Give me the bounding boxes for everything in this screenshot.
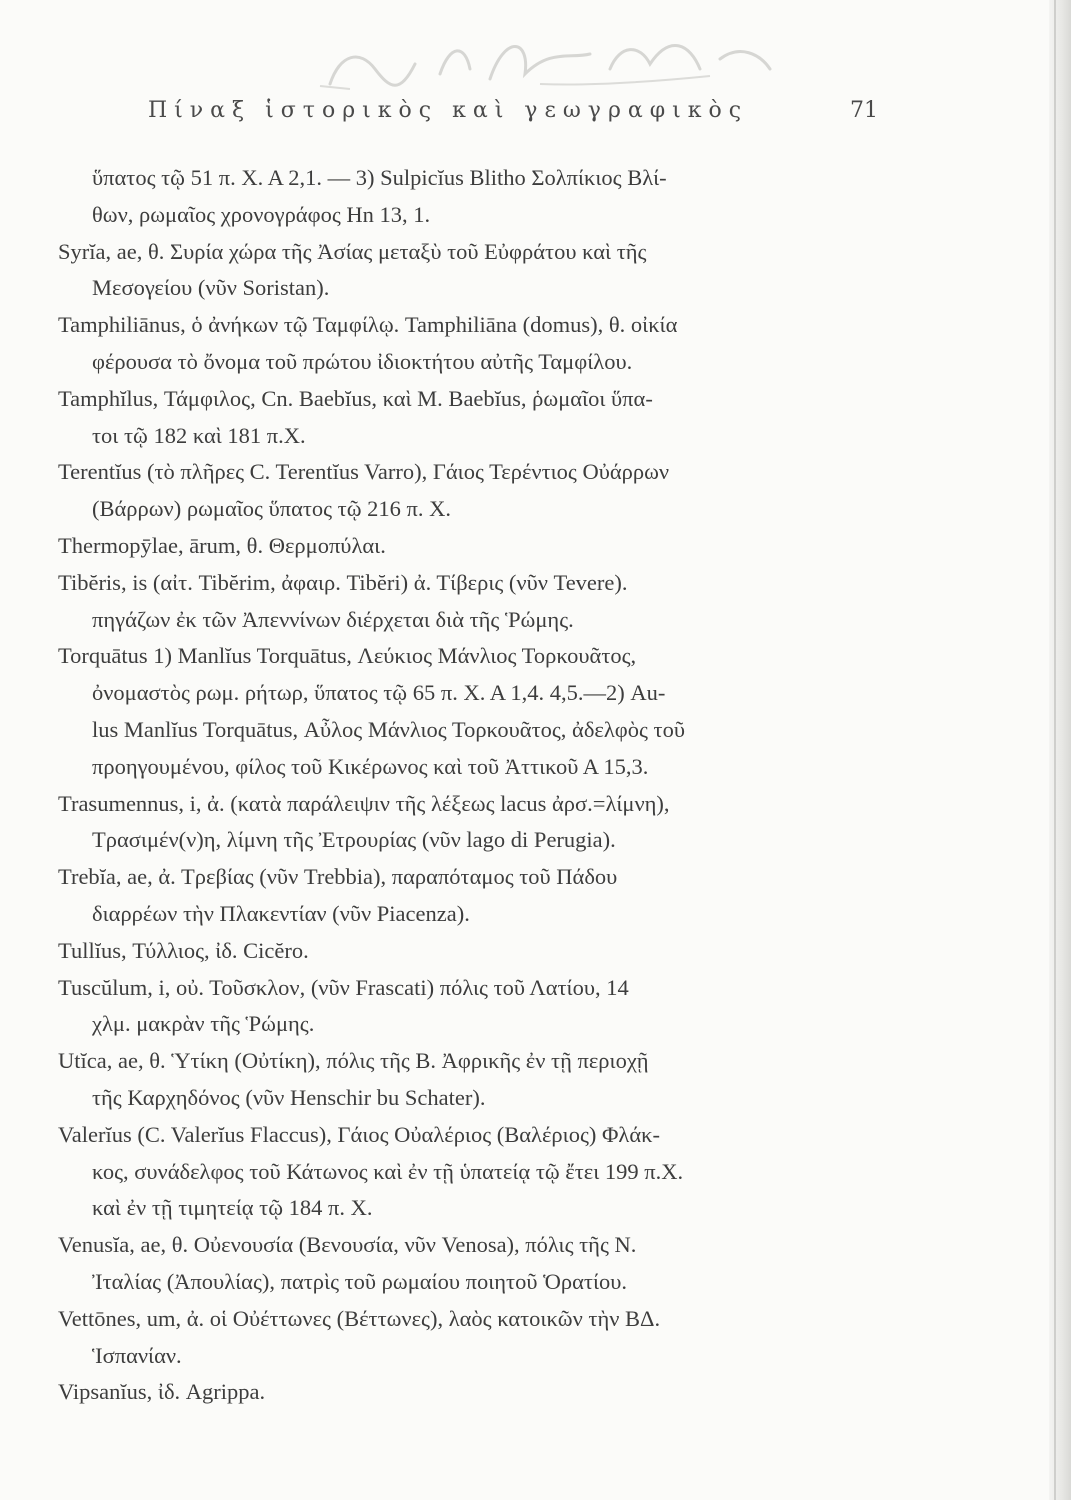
text-line: πηγάζων ἐκ τῶν Ἀπεννίνων διέρχεται διὰ τῆς Ῥώμης. bbox=[92, 606, 574, 632]
text-line: θων, ρωμαῖος χρονογράφος Hn 13, 1. bbox=[92, 201, 431, 227]
text-line: Tuscŭlum, i, οὐ. Τοῦσκλον, (νῦν Frascati) πόλις τοῦ Λατίου, 14 bbox=[58, 974, 629, 1000]
text-line: Ἱσπανίαν. bbox=[92, 1342, 182, 1368]
text-line: Terentĭus (τὸ πλῆρες C. Terentĭus Varro), Γάιος Τερέντιος Οὐάρρων bbox=[58, 459, 670, 485]
text-line: Ἰταλίας (Ἀπουλίας), πατρὶς τοῦ ρωμαίου ποιητοῦ Ὁρατίου. bbox=[92, 1268, 628, 1294]
text-line: (Βάρρων) ρωμαῖος ὕπατος τῷ 216 π. Χ. bbox=[92, 496, 452, 522]
text-line: Valerĭus (C. Valerĭus Flaccus), Γάιος Οὐαλέριος (Βαλέριος) Φλάκ- bbox=[58, 1121, 660, 1147]
text-line: προηγουμένου, φίλος τοῦ Κικέρωνος καὶ τοῦ Ἀττικοῦ Α 15,3. bbox=[92, 753, 649, 779]
text-line: ὕπατος τῷ 51 π. Χ. Α 2,1. — 3) Sulpicĭus Blitho Σολπίκιος Βλί- bbox=[92, 165, 667, 190]
text-line: Trebĭa, ae, ἀ. Τρεβίας (νῦν Trebbia), παραπόταμος τοῦ Πάδου bbox=[58, 864, 618, 890]
running-header bbox=[148, 98, 918, 138]
text-line: κος, συνάδελφος τοῦ Κάτωνος καὶ ἐν τῇ ὑπατείᾳ τῷ ἔτει 199 π.Χ. bbox=[92, 1158, 684, 1184]
text-line: Vipsanĭus, ἰδ. Agrippa. bbox=[58, 1379, 266, 1405]
text-line: τοι τῷ 182 καὶ 181 π.Χ. bbox=[92, 422, 306, 448]
text-line: Τρασιμέν(ν)η, λίμνη τῆς Ἐτρουρίας (νῦν lago di Perugia). bbox=[92, 827, 616, 853]
text-line: Torquātus 1) Manlĭus Torquātus, Λεύκιος Μάνλιος Τορκουᾶτος, bbox=[58, 643, 637, 669]
page-edge-line bbox=[1054, 0, 1056, 1500]
pencil-annotation bbox=[290, 14, 810, 104]
text-line: Tullĭus, Τύλλιος, ἰδ. Cicĕro. bbox=[58, 937, 309, 963]
text-line: ὀνομαστὸς ρωμ. ρήτωρ, ὕπατος τῷ 65 π. Χ. Α 1,4. 4,5.—2) Au- bbox=[92, 680, 666, 706]
text-line: Tamphĭlus, Τάμφιλος, Cn. Baebĭus, καὶ M. Baebĭus, ῥωμαῖοι ὕπα- bbox=[58, 385, 653, 411]
index-text bbox=[58, 160, 918, 1411]
text-line: φέρουσα τὸ ὄνομα τοῦ πρώτου ἰδιοκτήτου αὐτῆς Ταμφίλου. bbox=[92, 348, 633, 374]
page-edge-shadow bbox=[1049, 0, 1071, 1500]
text-line: Utĭca, ae, θ. Ὑτίκη (Οὐτίκη), πόλις τῆς Β. Ἀφρικῆς ἐν τῇ περιοχῇ bbox=[58, 1048, 649, 1074]
text-line: διαρρέων τὴν Πλακεντίαν (νῦν Piacenza). bbox=[92, 900, 470, 926]
page-number: 71 bbox=[850, 98, 878, 123]
text-line: καὶ ἐν τῇ τιμητείᾳ τῷ 184 π. Χ. bbox=[92, 1195, 373, 1221]
running-title: Πίναξ ἱστορικὸς καὶ γεωγραφικὸς bbox=[148, 98, 749, 123]
text-line: Venusĭa, ae, θ. Οὐενουσία (Βενουσία, νῦν Venosa), πόλις τῆς Ν. bbox=[58, 1232, 637, 1258]
text-line: Syrĭa, ae, θ. Συρία χώρα τῆς Ἀσίας μεταξὺ τοῦ Εὐφράτου καὶ τῆς bbox=[58, 238, 647, 264]
text-line: Tamphiliānus, ὁ ἀνήκων τῷ Ταμφίλῳ. Tamphiliāna (domus), θ. οἰκία bbox=[58, 312, 678, 338]
text-line: Tibĕris, is (αἰτ. Tibĕrim, ἀφαιρ. Tibĕri) ἀ. Τίβερις (νῦν Tevere). bbox=[58, 569, 628, 595]
text-line: χλμ. μακρὰν τῆς Ῥώμης. bbox=[92, 1011, 315, 1037]
text-line: Μεσογείου (νῦν Soristan). bbox=[92, 275, 330, 301]
text-line: lus Manlĭus Torquātus, Αὖλος Μάνλιος Τορκουᾶτος, ἀδελφὸς τοῦ bbox=[92, 716, 685, 742]
text-line: Trasumennus, i, ἀ. (κατὰ παράλειψιν τῆς λέξεως lacus ἀρσ.=λίμνη), bbox=[58, 790, 670, 816]
text-line: Thermopȳlae, ārum, θ. Θερμοπύλαι. bbox=[58, 532, 386, 558]
text-line: Vettōnes, um, ἀ. οἱ Οὐέττωνες (Βέττωνες), λαὸς κατοικῶν τὴν ΒΔ. bbox=[58, 1305, 661, 1331]
text-line: τῆς Καρχηδόνος (νῦν Henschir bu Schater). bbox=[92, 1084, 486, 1110]
